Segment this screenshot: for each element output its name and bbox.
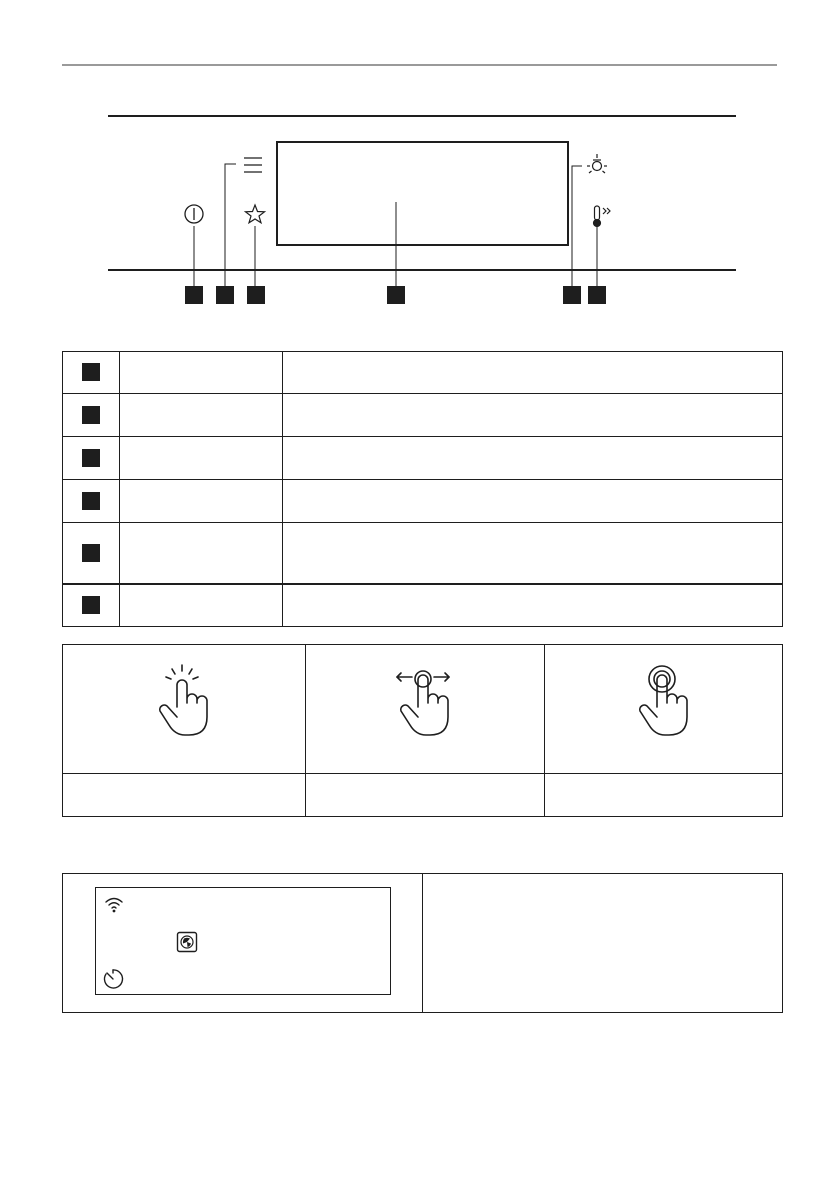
table-row — [63, 352, 783, 394]
fast-heat-up-icon — [594, 206, 611, 227]
table-row — [63, 480, 783, 523]
key-name — [120, 480, 283, 523]
key-description — [283, 394, 783, 437]
display-description — [423, 874, 783, 1013]
marker-4 — [387, 286, 405, 304]
gesture-label — [545, 774, 783, 817]
gestures-table — [62, 644, 783, 817]
key-description — [283, 480, 783, 523]
gesture-cell — [545, 645, 783, 774]
row-marker — [82, 363, 100, 381]
fan-heating-icon — [176, 931, 198, 953]
key-name — [120, 523, 283, 584]
on-off-icon — [185, 205, 203, 223]
table-row — [63, 437, 783, 480]
favourite-icon — [246, 205, 265, 223]
display-frame — [277, 142, 568, 245]
marker-6 — [588, 286, 606, 304]
marker-5 — [563, 286, 581, 304]
key-name — [120, 437, 283, 480]
marker-2 — [216, 286, 234, 304]
marker-3 — [247, 286, 265, 304]
wifi-icon — [104, 894, 124, 914]
row-marker — [82, 449, 100, 467]
key-description — [283, 437, 783, 480]
gesture-label — [306, 774, 545, 817]
display-example-cell — [63, 874, 423, 1013]
timer-icon — [102, 968, 124, 990]
lamp-icon — [587, 154, 607, 173]
row-marker — [82, 544, 100, 562]
marker-1 — [185, 286, 203, 304]
row-marker — [82, 596, 100, 614]
gesture-cell — [63, 645, 306, 774]
control-panel-diagram — [100, 110, 745, 310]
menu-icon — [244, 158, 262, 172]
key-name — [120, 394, 283, 437]
gesture-cell — [306, 645, 545, 774]
header-rule — [62, 64, 777, 66]
row-marker — [82, 492, 100, 510]
tap-gesture-icon — [154, 663, 214, 739]
key-description — [283, 584, 783, 627]
table-row — [63, 394, 783, 437]
swipe-gesture-icon — [395, 663, 455, 739]
gesture-label — [63, 774, 306, 817]
table-row — [63, 584, 783, 627]
key-name — [120, 352, 283, 394]
key-name — [120, 584, 283, 627]
display-screen — [95, 887, 391, 995]
row-marker — [82, 406, 100, 424]
key-description — [283, 523, 783, 584]
key-description — [283, 352, 783, 394]
keys-table — [62, 351, 783, 627]
press-hold-gesture-icon — [634, 663, 694, 739]
display-example-table — [62, 873, 783, 1013]
table-row — [63, 523, 783, 584]
